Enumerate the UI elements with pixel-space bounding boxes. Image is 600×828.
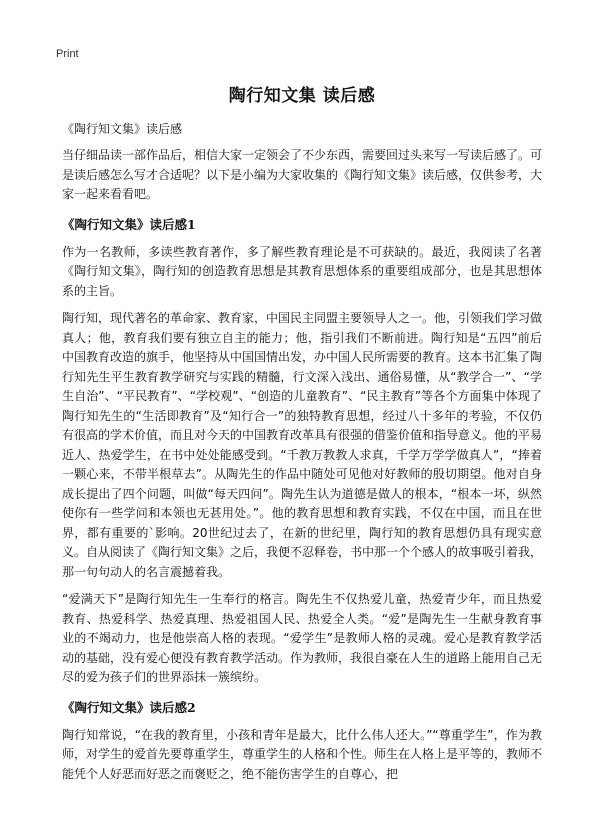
page-title: 陶行知文集 读后感 [228,86,376,106]
section-1-paragraph-3: “爱满天下”是陶行知先生一生奉行的格言。陶先生不仅热爱儿童，热爱青少年，而且热爱教育、热爱科学、热爱真理、热爱祖国人民、热爱全人类。“爱”是陶先生一生献身教育事业的不竭动力，也是他崇高人格的表现。“爱学生”是教师人格的灵魂。爱心是教育教学活动的基础，没有爱心便没有教育教学活动。作为教师，我很自豪在人生的道路上能用自己无尽的爱为孩子们的世界添抹一簇缤纷。 [62,592,543,684]
section-2-heading: 《陶行知文集》读后感2 [62,699,196,715]
document-subtitle: 《陶行知文集》读后感 [62,122,183,136]
print-label: Print [56,48,79,60]
section-1-paragraph-1: 作为一名教师，多读些教育著作，多了解些教育理论是不可获缺的。最近，我阅读了名著《陶行知文集》，陶行知的创造教育思想是其教育思想体系的重要组成部分，也是其思想体系的主旨。 [62,244,542,298]
section-2-paragraph-1: 陶行知常说，“在我的教育里，小孩和青年是最大，比什么伟人还大。”“尊重学生”，作为教师，对学生的爱首先要尊重学生，尊重学生的人格和个性。师生在人格上是平等的，教师不能凭个人好恶而好恶之而褒贬之，绝不能伤害学生的自尊心，把 [62,727,543,781]
intro-paragraph: 当仔细品读一部作品后，相信大家一定领会了不少东西，需要回过头来写一写读后感了。可是读后感怎么写才合适呢？以下是小编为大家收集的《陶行知文集》读后感，仅供参考，大家一起来看看吧。 [62,148,543,201]
section-1-paragraph-2: 陶行知，现代著名的革命家、教育家，中国民主同盟主要领导人之一。他，引领我们学习做真人；他，教育我们要有独立自主的能力；他，指引我们不断前进。陶行知是“五四”前后中国教育改造的旗手，他坚持从中国国情出发，办中国人民所需要的教育。这本书汇集了陶行知先生平生教育教学研究与实践的精髓，行文深入浅出、通俗易懂，从“教学合一”、“学生自治”、“平民教育”、“学校观”、“创造的儿童教育”、“民主教育”等各个方面集中体现了陶行知先生的“生活即教育”及“知行合一”的独特教育思想，经过八十多年的考验，不仅仍有很高的学术价值，而且对今天的中国教育改革具有很强的借鉴价值和指导意义。他的平易近人、热爱学生，在书中处处能感受到。“千教万教教人求真，千学万学学做真人”，“捧着一颗心来，不带半根草去”。从陶先生的作品中随处可见他对好教师的殷切期望。他对自身成长提出了四个问题，叫做“每天四问”。陶先生认为道德是做人的根本，“根本一坏，纵然使你有一些学问和本领也无甚用处。”。他的教育思想和教育实践，不仅在中国，而且在世界，都有重要的`影响。20世纪过去了，在新的世纪里，陶行知的教育思想仍具有现实意义。自从阅读了《陶行知文集》之后，我便不忍释卷，书中那一个个感人的故事吸引着我，那一句句动人的名言震撼着我。 [62,311,543,579]
section-1-heading: 《陶行知文集》读后感1 [62,216,196,232]
